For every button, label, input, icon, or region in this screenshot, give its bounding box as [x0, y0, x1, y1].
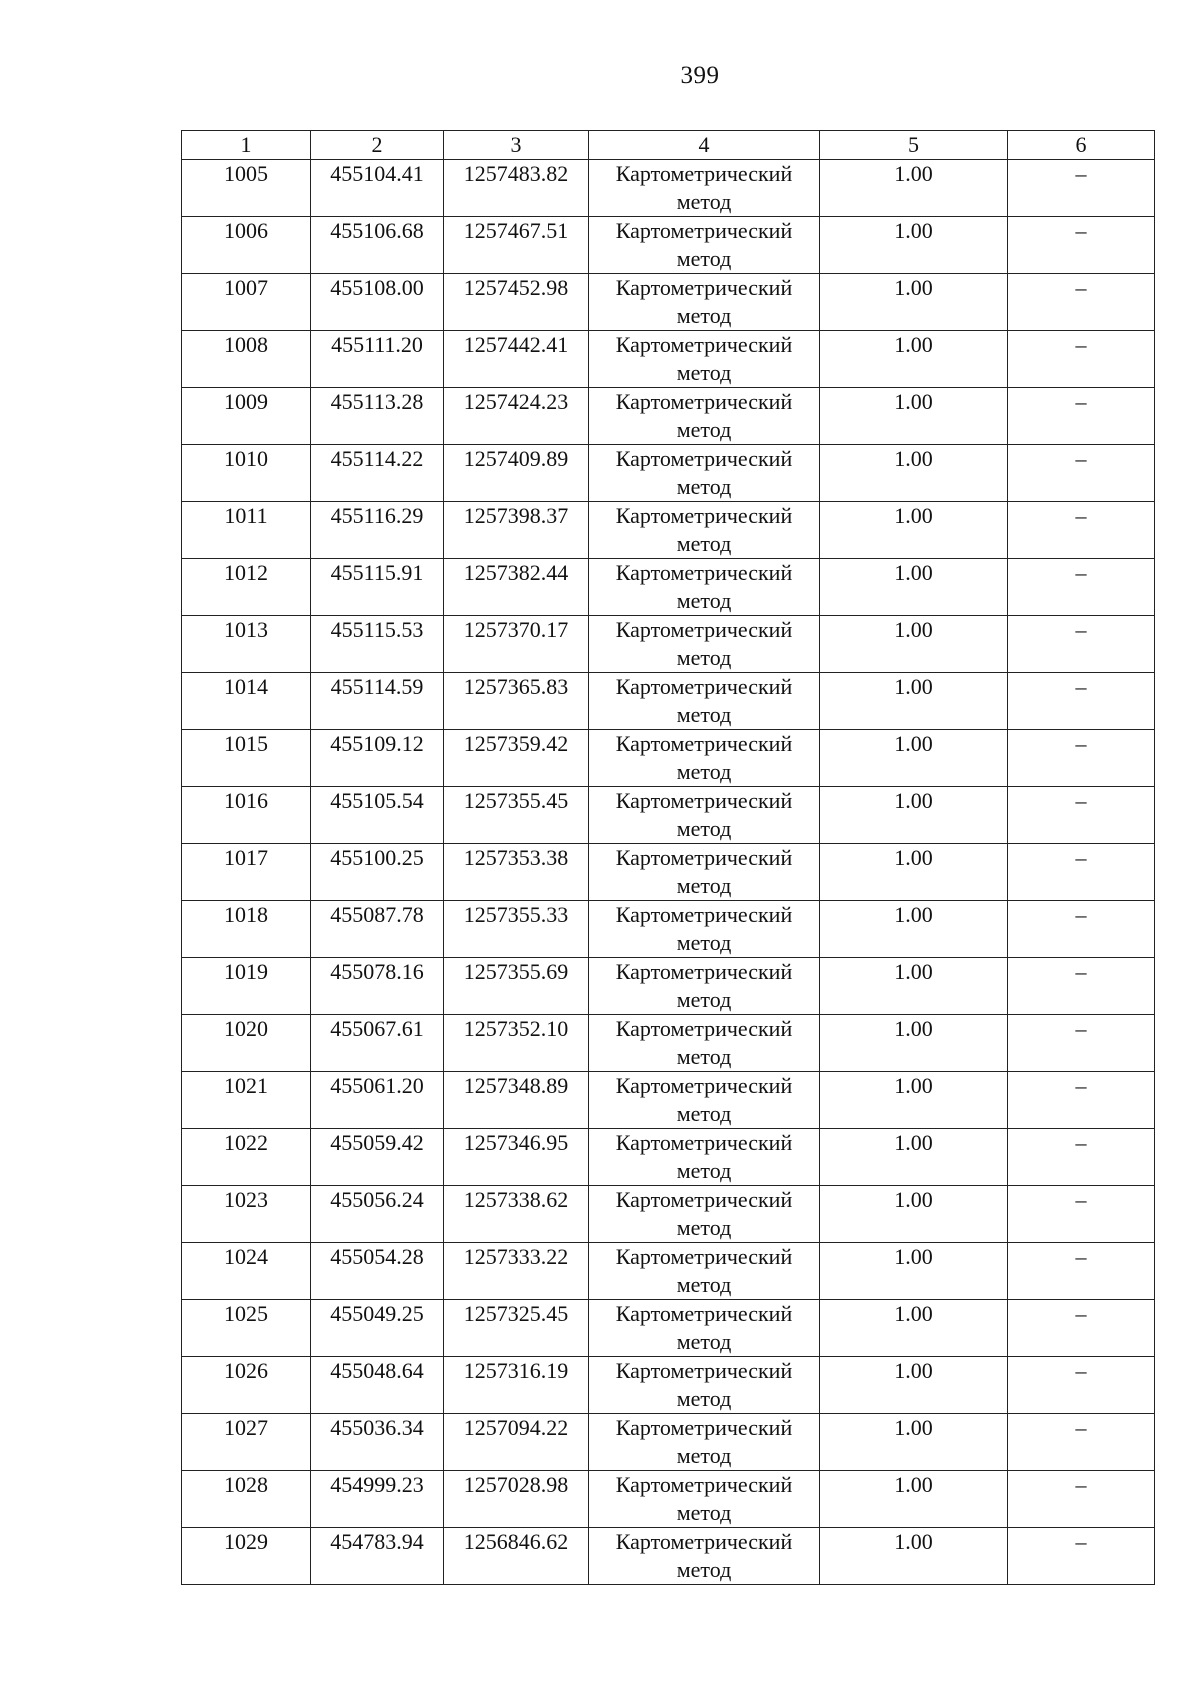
- cell-method: Картометрический метод: [589, 787, 820, 844]
- cell-point-number: 1028: [182, 1471, 311, 1528]
- cell-note: –: [1008, 1186, 1155, 1243]
- cell-method: Картометрический метод: [589, 1300, 820, 1357]
- cell-note: –: [1008, 1357, 1155, 1414]
- cell-point-number: 1025: [182, 1300, 311, 1357]
- table-row: [182, 1357, 1155, 1414]
- cell-x-coordinate: 455114.59: [311, 673, 444, 730]
- cell-y-coordinate: 1257359.42: [444, 730, 589, 787]
- cell-note: –: [1008, 1300, 1155, 1357]
- table-header: [182, 131, 1155, 160]
- cell-accuracy: 1.00: [820, 1471, 1008, 1528]
- table-row: [182, 1129, 1155, 1186]
- cell-y-coordinate: 1257355.45: [444, 787, 589, 844]
- cell-method: Картометрический метод: [589, 1015, 820, 1072]
- table-row: [182, 274, 1155, 331]
- cell-note: –: [1008, 1471, 1155, 1528]
- cell-point-number: 1018: [182, 901, 311, 958]
- table-row: [182, 1414, 1155, 1471]
- cell-accuracy: 1.00: [820, 1072, 1008, 1129]
- cell-x-coordinate: 454999.23: [311, 1471, 444, 1528]
- cell-note: –: [1008, 160, 1155, 217]
- cell-method: Картометрический метод: [589, 331, 820, 388]
- header-col-6: 6: [1008, 131, 1155, 160]
- cell-note: –: [1008, 616, 1155, 673]
- cell-note: –: [1008, 217, 1155, 274]
- cell-y-coordinate: 1257382.44: [444, 559, 589, 616]
- cell-point-number: 1027: [182, 1414, 311, 1471]
- cell-x-coordinate: 455108.00: [311, 274, 444, 331]
- table-row: [182, 445, 1155, 502]
- cell-method: Картометрический метод: [589, 217, 820, 274]
- header-col-1: 1: [182, 131, 311, 160]
- cell-point-number: 1011: [182, 502, 311, 559]
- cell-accuracy: 1.00: [820, 388, 1008, 445]
- cell-x-coordinate: 455106.68: [311, 217, 444, 274]
- cell-point-number: 1013: [182, 616, 311, 673]
- cell-accuracy: 1.00: [820, 730, 1008, 787]
- cell-method: Картометрический метод: [589, 1528, 820, 1585]
- cell-y-coordinate: 1257338.62: [444, 1186, 589, 1243]
- cell-accuracy: 1.00: [820, 673, 1008, 730]
- cell-x-coordinate: 455113.28: [311, 388, 444, 445]
- cell-x-coordinate: 455115.91: [311, 559, 444, 616]
- cell-point-number: 1019: [182, 958, 311, 1015]
- cell-method: Картометрический метод: [589, 1186, 820, 1243]
- cell-point-number: 1029: [182, 1528, 311, 1585]
- cell-accuracy: 1.00: [820, 274, 1008, 331]
- table-body: [182, 160, 1155, 1585]
- cell-y-coordinate: 1257398.37: [444, 502, 589, 559]
- header-col-3: 3: [444, 131, 589, 160]
- cell-point-number: 1012: [182, 559, 311, 616]
- table-row: [182, 388, 1155, 445]
- cell-x-coordinate: 455061.20: [311, 1072, 444, 1129]
- table-row: [182, 844, 1155, 901]
- cell-y-coordinate: 1257316.19: [444, 1357, 589, 1414]
- table-row: [182, 673, 1155, 730]
- cell-method: Картометрический метод: [589, 958, 820, 1015]
- cell-note: –: [1008, 901, 1155, 958]
- table-row: [182, 730, 1155, 787]
- cell-x-coordinate: 455104.41: [311, 160, 444, 217]
- table-row: [182, 1243, 1155, 1300]
- header-row: [182, 131, 1155, 160]
- cell-accuracy: 1.00: [820, 445, 1008, 502]
- cell-point-number: 1006: [182, 217, 311, 274]
- cell-y-coordinate: 1257028.98: [444, 1471, 589, 1528]
- cell-x-coordinate: 455111.20: [311, 331, 444, 388]
- table-row: [182, 1186, 1155, 1243]
- cell-x-coordinate: 455115.53: [311, 616, 444, 673]
- cell-accuracy: 1.00: [820, 331, 1008, 388]
- cell-x-coordinate: 455105.54: [311, 787, 444, 844]
- cell-method: Картометрический метод: [589, 844, 820, 901]
- cell-method: Картометрический метод: [589, 673, 820, 730]
- cell-y-coordinate: 1257353.38: [444, 844, 589, 901]
- cell-note: –: [1008, 730, 1155, 787]
- cell-y-coordinate: 1257346.95: [444, 1129, 589, 1186]
- cell-y-coordinate: 1257352.10: [444, 1015, 589, 1072]
- cell-accuracy: 1.00: [820, 1129, 1008, 1186]
- cell-x-coordinate: 455049.25: [311, 1300, 444, 1357]
- cell-x-coordinate: 455100.25: [311, 844, 444, 901]
- cell-x-coordinate: 455036.34: [311, 1414, 444, 1471]
- cell-y-coordinate: 1257424.23: [444, 388, 589, 445]
- cell-y-coordinate: 1257094.22: [444, 1414, 589, 1471]
- cell-method: Картометрический метод: [589, 274, 820, 331]
- cell-method: Картометрический метод: [589, 1129, 820, 1186]
- cell-y-coordinate: 1257409.89: [444, 445, 589, 502]
- cell-y-coordinate: 1257333.22: [444, 1243, 589, 1300]
- cell-note: –: [1008, 559, 1155, 616]
- cell-note: –: [1008, 502, 1155, 559]
- cell-point-number: 1020: [182, 1015, 311, 1072]
- cell-note: –: [1008, 1528, 1155, 1585]
- cell-accuracy: 1.00: [820, 958, 1008, 1015]
- cell-accuracy: 1.00: [820, 616, 1008, 673]
- table-row: [182, 502, 1155, 559]
- table-row: [182, 160, 1155, 217]
- header-col-5: 5: [820, 131, 1008, 160]
- cell-x-coordinate: 455114.22: [311, 445, 444, 502]
- cell-x-coordinate: 455116.29: [311, 502, 444, 559]
- cell-accuracy: 1.00: [820, 1300, 1008, 1357]
- coordinates-table: [181, 130, 1155, 1585]
- cell-point-number: 1017: [182, 844, 311, 901]
- cell-point-number: 1016: [182, 787, 311, 844]
- table-row: [182, 616, 1155, 673]
- cell-note: –: [1008, 274, 1155, 331]
- cell-method: Картометрический метод: [589, 1243, 820, 1300]
- cell-accuracy: 1.00: [820, 1414, 1008, 1471]
- cell-point-number: 1007: [182, 274, 311, 331]
- table-row: [182, 958, 1155, 1015]
- cell-point-number: 1023: [182, 1186, 311, 1243]
- cell-note: –: [1008, 1414, 1155, 1471]
- cell-x-coordinate: 455059.42: [311, 1129, 444, 1186]
- cell-y-coordinate: 1256846.62: [444, 1528, 589, 1585]
- cell-note: –: [1008, 1015, 1155, 1072]
- cell-x-coordinate: 455067.61: [311, 1015, 444, 1072]
- cell-point-number: 1024: [182, 1243, 311, 1300]
- cell-accuracy: 1.00: [820, 1015, 1008, 1072]
- cell-x-coordinate: 455109.12: [311, 730, 444, 787]
- header-col-2: 2: [311, 131, 444, 160]
- header-col-4: 4: [589, 131, 820, 160]
- cell-accuracy: 1.00: [820, 559, 1008, 616]
- cell-y-coordinate: 1257355.69: [444, 958, 589, 1015]
- cell-method: Картометрический метод: [589, 160, 820, 217]
- table-row: [182, 559, 1155, 616]
- cell-y-coordinate: 1257483.82: [444, 160, 589, 217]
- cell-x-coordinate: 455056.24: [311, 1186, 444, 1243]
- cell-y-coordinate: 1257348.89: [444, 1072, 589, 1129]
- cell-y-coordinate: 1257452.98: [444, 274, 589, 331]
- cell-method: Картометрический метод: [589, 1072, 820, 1129]
- cell-accuracy: 1.00: [820, 217, 1008, 274]
- cell-method: Картометрический метод: [589, 388, 820, 445]
- cell-method: Картометрический метод: [589, 616, 820, 673]
- cell-x-coordinate: 455054.28: [311, 1243, 444, 1300]
- cell-y-coordinate: 1257442.41: [444, 331, 589, 388]
- table-row: [182, 1072, 1155, 1129]
- cell-point-number: 1005: [182, 160, 311, 217]
- cell-x-coordinate: 455078.16: [311, 958, 444, 1015]
- table-row: [182, 1300, 1155, 1357]
- cell-y-coordinate: 1257370.17: [444, 616, 589, 673]
- table-row: [182, 1471, 1155, 1528]
- cell-note: –: [1008, 958, 1155, 1015]
- cell-y-coordinate: 1257467.51: [444, 217, 589, 274]
- cell-point-number: 1022: [182, 1129, 311, 1186]
- cell-point-number: 1008: [182, 331, 311, 388]
- cell-note: –: [1008, 1072, 1155, 1129]
- cell-method: Картометрический метод: [589, 1414, 820, 1471]
- cell-y-coordinate: 1257355.33: [444, 901, 589, 958]
- cell-note: –: [1008, 388, 1155, 445]
- cell-method: Картометрический метод: [589, 445, 820, 502]
- cell-note: –: [1008, 844, 1155, 901]
- cell-point-number: 1026: [182, 1357, 311, 1414]
- cell-y-coordinate: 1257365.83: [444, 673, 589, 730]
- table-row: [182, 901, 1155, 958]
- cell-method: Картометрический метод: [589, 1471, 820, 1528]
- cell-note: –: [1008, 1129, 1155, 1186]
- table-row: [182, 1528, 1155, 1585]
- cell-note: –: [1008, 445, 1155, 502]
- table-row: [182, 331, 1155, 388]
- cell-accuracy: 1.00: [820, 1243, 1008, 1300]
- cell-method: Картометрический метод: [589, 1357, 820, 1414]
- cell-point-number: 1021: [182, 1072, 311, 1129]
- cell-accuracy: 1.00: [820, 160, 1008, 217]
- cell-note: –: [1008, 1243, 1155, 1300]
- cell-x-coordinate: 455048.64: [311, 1357, 444, 1414]
- cell-x-coordinate: 454783.94: [311, 1528, 444, 1585]
- cell-method: Картометрический метод: [589, 502, 820, 559]
- cell-accuracy: 1.00: [820, 844, 1008, 901]
- cell-point-number: 1010: [182, 445, 311, 502]
- cell-accuracy: 1.00: [820, 901, 1008, 958]
- cell-point-number: 1009: [182, 388, 311, 445]
- table-row: [182, 1015, 1155, 1072]
- page-number: 399: [680, 62, 720, 89]
- cell-y-coordinate: 1257325.45: [444, 1300, 589, 1357]
- cell-note: –: [1008, 673, 1155, 730]
- cell-accuracy: 1.00: [820, 502, 1008, 559]
- cell-accuracy: 1.00: [820, 787, 1008, 844]
- table-row: [182, 787, 1155, 844]
- cell-accuracy: 1.00: [820, 1186, 1008, 1243]
- cell-point-number: 1015: [182, 730, 311, 787]
- cell-note: –: [1008, 331, 1155, 388]
- table-row: [182, 217, 1155, 274]
- cell-method: Картометрический метод: [589, 730, 820, 787]
- cell-method: Картометрический метод: [589, 901, 820, 958]
- cell-accuracy: 1.00: [820, 1528, 1008, 1585]
- cell-accuracy: 1.00: [820, 1357, 1008, 1414]
- cell-point-number: 1014: [182, 673, 311, 730]
- cell-note: –: [1008, 787, 1155, 844]
- cell-x-coordinate: 455087.78: [311, 901, 444, 958]
- cell-method: Картометрический метод: [589, 559, 820, 616]
